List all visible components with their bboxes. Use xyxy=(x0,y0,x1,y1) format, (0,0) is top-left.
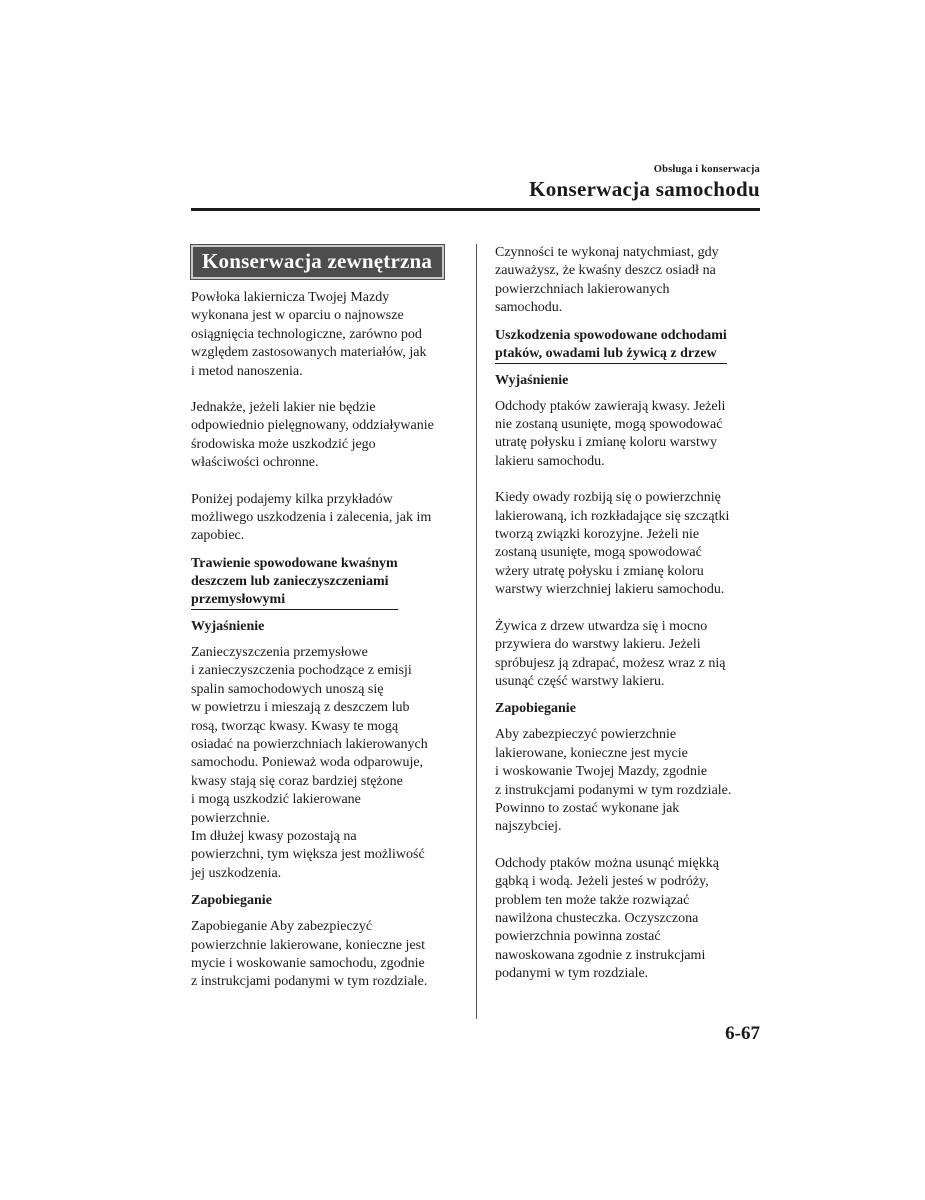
intro-paragraph-2: Jednakże, jeżeli lakier nie będzie odpowiednio pielęgnowany, oddziaływanie środowiska może uszkodzić jego właściwości ochronne. xyxy=(191,400,434,471)
explanation-text-2: Im dłużej kwasy pozostają na powierzchni, tym większa jest możliwość jej uszkodzenia. xyxy=(191,828,425,881)
subheading-acid-rain: Trawienie spowodowane kwaśnym deszczem lub zanieczyszczeniami przemysłowymi xyxy=(191,555,398,610)
explanation-text-3: Żywica z drzew utwardza się i mocno przywiera do warstwy lakieru. Jeżeli spróbujesz ją zdrapać, możesz wraz z nią usunąć część warstwy lakieru. xyxy=(495,618,726,689)
column-divider xyxy=(476,244,477,1019)
page-number: 6-67 xyxy=(725,1023,760,1044)
prevention-text-1: Aby zabezpieczyć powierzchnie lakierowane, konieczne jest mycie i woskowanie Twojej Mazdy, zgodnie z instrukcjami podanymi w tym rozdziale. Powinno to zostać wykonane jak najszybciej. xyxy=(495,727,732,835)
explanation-text-1: Odchody ptaków zawierają kwasy. Jeżeli nie zostaną usunięte, mogą spowodować utratę połysku i zmianę koloru warstwy lakieru samochodu. xyxy=(495,398,726,469)
explanation-label: Wyjaśnienie xyxy=(495,372,569,388)
explanation-text-2: Kiedy owady rozbiją się o powierzchnię lakierowaną, ich rozkładające się szczątki tworzą związki korozyjne. Jeżeli nie zostaną usunięte, mogą spowodować wżery utratę połysku i zmianę koloru warstwy wierzchniej lakieru samochodu. xyxy=(495,490,730,598)
intro-paragraph-3: Poniżej podajemy kilka przykładów możliwego uszkodzenia i zalecenia, jak im zapobiec. xyxy=(191,491,432,544)
left-column xyxy=(191,244,463,992)
right-column xyxy=(495,244,770,984)
continued-text: Czynności te wykonaj natychmiast, gdy zauważysz, że kwaśny deszcz osiadł na powierzchniach lakierowanych samochodu. xyxy=(495,245,719,316)
section-title: Konserwacja zewnętrzna xyxy=(191,245,444,279)
header-rule xyxy=(191,208,760,211)
prevention-label: Zapobieganie xyxy=(495,701,576,717)
prevention-text: Zapobieganie Aby zabezpieczyć powierzchnie lakierowane, konieczne jest mycie i woskowanie samochodu, zgodnie z instrukcjami podanymi w tym rozdziale. xyxy=(191,919,428,990)
explanation-text-1: Zanieczyszczenia przemysłowe i zanieczyszczenia pochodzące z emisji spalin samochodowych unoszą się w powietrzu i mieszają z deszczem lub rosą, tworząc kwasy. Kwasy te mogą osiadać na powierzchniach lakierowanych samochodu. Ponieważ woda odparowuje, kwasy stają się coraz bardziej stężone i mogą uszkodzić lakierowane powierzchnie. xyxy=(191,644,428,826)
prevention-text-2: Odchody ptaków można usunąć miękką gąbką i wodą. Jeżeli jesteś w podróży, problem ten może także rozwiązać nawilżona chusteczka. Oczyszczona powierzchnia powinna zostać nawoskowana zgodnie z instrukcjami podanymi w tym rozdziale. xyxy=(495,855,719,982)
page-title: Konserwacja samochodu xyxy=(529,177,760,201)
chapter-label: Obsługa i konserwacja xyxy=(653,164,760,175)
intro-paragraph-1: Powłoka lakiernicza Twojej Mazdy wykonana jest w oparciu o najnowsze osiągnięcia technologiczne, zarówno pod względem zastosowanych materiałów, jak i metod nanoszenia. xyxy=(191,290,427,379)
explanation-label: Wyjaśnienie xyxy=(191,618,265,634)
subheading-bird-droppings: Uszkodzenia spowodowane odchodami ptaków, owadami lub żywicą z drzew xyxy=(495,327,727,364)
prevention-label: Zapobieganie xyxy=(191,893,272,909)
